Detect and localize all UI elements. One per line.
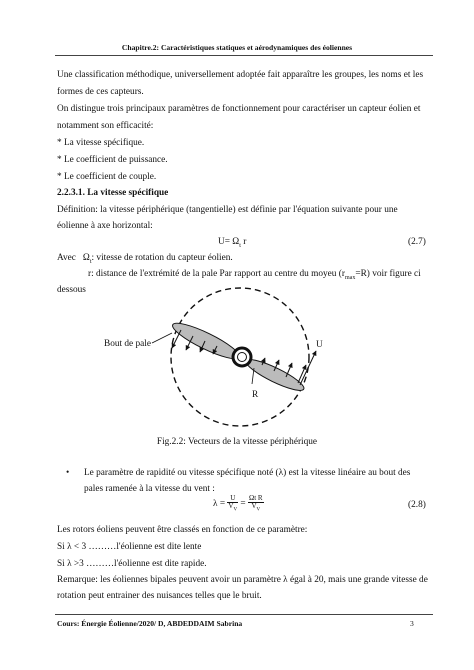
- omega-sub: t: [89, 258, 92, 265]
- paragraph-2-line-1: On distingue trois principaux paramètres de fonctionnement pour caractériser un capteur éolien et: [57, 104, 421, 114]
- lambda-lhs: λ =: [213, 499, 226, 510]
- list-item-power-coefficient: * Le coefficient de puissance.: [57, 155, 168, 165]
- paragraph-1-line-1: Une classification méthodique, universellement adoptée fait apparaître les groupes, les noms et les: [57, 70, 424, 80]
- section-title: 2.2.3.1. La vitesse spécifique: [57, 188, 169, 198]
- definition-line-1: Définition: la vitesse périphérique (tangentielle) est définie par l'équation suivante pour une: [57, 205, 398, 215]
- frac1-den-sub: V: [233, 507, 238, 513]
- equation-2-7-number: (2.7): [408, 237, 426, 247]
- frac2-denominator: [248, 503, 264, 513]
- page-header: Chapitre.2: Caractéristiques statiques et aérodynamiques des éoliennes: [121, 43, 353, 52]
- avec-label: Avec: [57, 253, 76, 263]
- u-vector-arrow: [300, 351, 316, 385]
- frac1-numerator: U: [227, 495, 238, 503]
- equation-2-7-rhs: r: [240, 237, 247, 247]
- equation-2-7-lhs: U= Ω: [218, 237, 240, 247]
- bullet-line-1: Le paramètre de rapidité ou vitesse spécifique noté (λ) est la vitesse linéaire au bout des: [84, 468, 411, 478]
- equals-sign: =: [240, 499, 246, 510]
- frac2-den-sub: V: [256, 507, 261, 513]
- classification-line: Les rotors éoliens peuvent être classés en fonction de ce paramètre:: [57, 525, 308, 535]
- list-item-specific-speed: * La vitesse spécifique.: [57, 138, 145, 148]
- bullet-line-2: pales ramenée à la vitesse du vent :: [84, 484, 215, 494]
- hub-inner: [238, 353, 247, 362]
- frac1-denominator: [227, 503, 238, 513]
- slow-turbine-line: Si λ < 3 ………l'éolienne est dite lente: [57, 542, 202, 552]
- list-item-torque-coefficient: * Le coefficient de couple.: [57, 172, 157, 182]
- page-number: 3: [410, 619, 414, 628]
- remark-line-1: Remarque: les éoliennes bipales peuvent avoir un paramètre λ égal à 20, mais une grande vitesse de: [57, 575, 428, 585]
- r-def-pre: r: distance de l'extrémité de la pale Par rapport au centre du moyeu (r: [88, 269, 345, 279]
- label-bout-de-pale: Bout de pale: [104, 339, 151, 349]
- frac1-den-main: V: [228, 502, 234, 510]
- label-r: R: [252, 390, 259, 400]
- r-def-post: =R) voir figure ci: [355, 269, 421, 279]
- equation-2-8: [213, 495, 264, 513]
- r-definition-line-2: dessous: [57, 285, 86, 295]
- figure-caption: Fig.2.2: Vecteurs de la vitesse périphérique: [156, 437, 318, 447]
- footer-course: Cours: Énergie Éolienne/2020/ D, ABDEDDAIM Sabrina: [57, 619, 243, 628]
- frac2-den-main: V: [251, 502, 257, 510]
- paragraph-2-line-2: notamment son efficacité:: [57, 121, 154, 131]
- footer-rule: [55, 614, 433, 615]
- bout-leader-line: [152, 333, 172, 343]
- fraction-omega-r-over-v: [248, 495, 264, 513]
- equation-2-7-sub: t: [239, 242, 241, 249]
- remark-line-2: rotation peut entrainer des nuisances telles que le bruit.: [57, 591, 262, 601]
- equation-2-8-number: (2.8): [408, 500, 426, 510]
- bullet-dot: •: [66, 468, 70, 478]
- omega-symbol: Ω: [82, 253, 90, 263]
- label-u: U: [316, 340, 323, 350]
- paragraph-1-line-2: formes de ces capteurs.: [57, 87, 144, 97]
- fraction-u-over-v: [227, 495, 238, 513]
- fast-turbine-line: Si λ >3 ………l'éolienne est dite rapide.: [57, 559, 207, 569]
- r-def-sub: max: [344, 274, 356, 281]
- definition-line-2: éolienne à axe horizontal:: [57, 221, 153, 231]
- avec-text: : vitesse de rotation du capteur éolien.: [91, 253, 233, 263]
- frac2-numerator: Ωt R: [249, 494, 263, 502]
